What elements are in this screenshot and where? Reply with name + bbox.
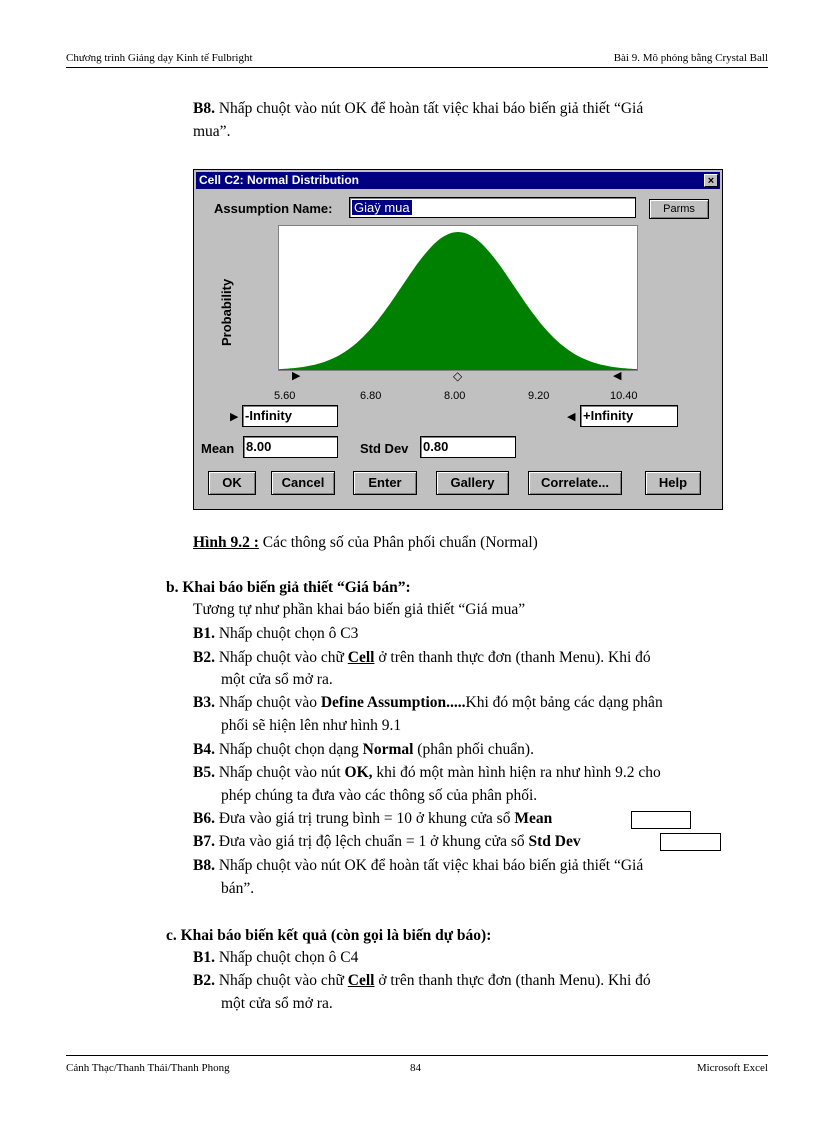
section-b-step7: B7. Đưa vào giá trị độ lệch chuẩn = 1 ở khung cửa sổ Std Dev <box>193 833 581 850</box>
dialog-title-bar <box>196 172 720 189</box>
section-c-heading: c. Khai báo biến kết quả (còn gọi là biến dự báo): <box>166 927 492 944</box>
x-tick: 6.80 <box>360 390 382 402</box>
x-tick: 9.20 <box>528 390 550 402</box>
section-c-step1: B1. Nhấp chuột chọn ô C4 <box>193 949 359 966</box>
cancel-button[interactable]: Cancel <box>271 471 335 495</box>
header-right: Bài 9. Mô phỏng bằng Crystal Ball <box>613 52 768 64</box>
header-left: Chương trình Giảng dạy Kinh tế Fulbright <box>66 52 253 64</box>
std-dev-input[interactable]: 0.80 <box>420 436 516 458</box>
footer-rule <box>66 1055 768 1056</box>
dialog-title: Cell C2: Normal Distribution <box>199 173 360 187</box>
section-b-step3-line2: phối sẽ hiện lên như hình 9.1 <box>221 717 402 734</box>
footer-right: Microsoft Excel <box>696 1062 768 1074</box>
intro-line2: mua”. <box>193 123 231 140</box>
mean-marker-icon: ◇ <box>453 369 463 383</box>
section-b-step8-line2: bán”. <box>221 880 255 897</box>
section-b-step6: B6. Đưa vào giá trị trung bình = 10 ở khung cửa sổ Mean <box>193 810 553 827</box>
normal-distribution-dialog <box>193 169 723 510</box>
std-dev-label: Std Dev <box>360 441 409 456</box>
x-tick: 8.00 <box>444 390 466 402</box>
normal-curve <box>279 232 637 370</box>
std-dev-box-illustration <box>660 833 721 851</box>
x-tick: 10.40 <box>610 390 638 402</box>
section-c-step2-line2: một cửa sổ mở ra. <box>221 995 333 1012</box>
right-bound-handle[interactable]: ◀ <box>613 370 622 382</box>
section-b-heading: b. Khai báo biến giả thiết “Giá bán”: <box>166 579 411 596</box>
page-number: 84 <box>410 1062 421 1074</box>
left-bound-input[interactable]: -Infinity <box>242 405 338 427</box>
left-bound-handle[interactable]: ▶ <box>292 370 301 382</box>
figure-caption: Hình 9.2 : Các thông số của Phân phối chuẩn (Normal) <box>193 534 538 551</box>
x-tick: 5.60 <box>274 390 296 402</box>
section-b-intro: Tương tự như phần khai báo biến giả thiết “Giá mua” <box>193 601 526 618</box>
section-b-step5: B5. Nhấp chuột vào nút OK, khi đó một màn hình hiện ra như hình 9.2 cho <box>193 764 661 781</box>
header-rule <box>66 67 768 68</box>
assumption-name-label: Assumption Name: <box>214 201 333 216</box>
section-b-step1: B1. Nhấp chuột chọn ô C3 <box>193 625 359 642</box>
y-axis-label: Probability <box>219 278 234 346</box>
mean-box-illustration <box>631 811 691 829</box>
assumption-name-value: Giaÿ mua <box>354 200 410 215</box>
help-button[interactable]: Help <box>645 471 701 495</box>
distribution-chart <box>279 226 637 370</box>
section-b-step2: B2. Nhấp chuột vào chữ Cell ở trên thanh thực đơn (thanh Menu). Khi đó <box>193 649 651 666</box>
section-b-step5-line2: phép chúng ta đưa vào các thông số của phân phối. <box>221 787 538 804</box>
footer-left: Cảnh Thạc/Thanh Thái/Thanh Phong <box>66 1062 230 1074</box>
section-b-step8: B8. Nhấp chuột vào nút OK để hoàn tất việc khai báo biến giả thiết “Giá <box>193 857 644 874</box>
intro-line1: B8. Nhấp chuột vào nút OK để hoàn tất việc khai báo biến giả thiết “Giá <box>193 100 644 117</box>
section-c-step2: B2. Nhấp chuột vào chữ Cell ở trên thanh thực đơn (thanh Menu). Khi đó <box>193 972 651 989</box>
right-arrow-icon: ◀ <box>567 411 576 423</box>
enter-button[interactable]: Enter <box>353 471 417 495</box>
right-bound-input[interactable]: +Infinity <box>580 405 678 427</box>
distribution-plot <box>278 225 638 371</box>
close-button[interactable]: × <box>704 174 718 187</box>
section-b-step2-line2: một cửa sổ mở ra. <box>221 671 333 688</box>
assumption-name-input[interactable] <box>349 197 636 218</box>
left-arrow-icon: ▶ <box>230 411 239 423</box>
ok-button[interactable]: OK <box>208 471 256 495</box>
section-b-step4: B4. Nhấp chuột chọn dạng Normal (phân phối chuẩn). <box>193 741 534 758</box>
section-b-step3: B3. Nhấp chuột vào Define Assumption.....Khi đó một bảng các dạng phân <box>193 694 663 711</box>
parms-button[interactable]: Parms <box>649 199 709 219</box>
correlate-button[interactable]: Correlate... <box>528 471 622 495</box>
mean-label: Mean <box>201 441 235 456</box>
mean-input[interactable]: 8.00 <box>243 436 338 458</box>
gallery-button[interactable]: Gallery <box>436 471 509 495</box>
